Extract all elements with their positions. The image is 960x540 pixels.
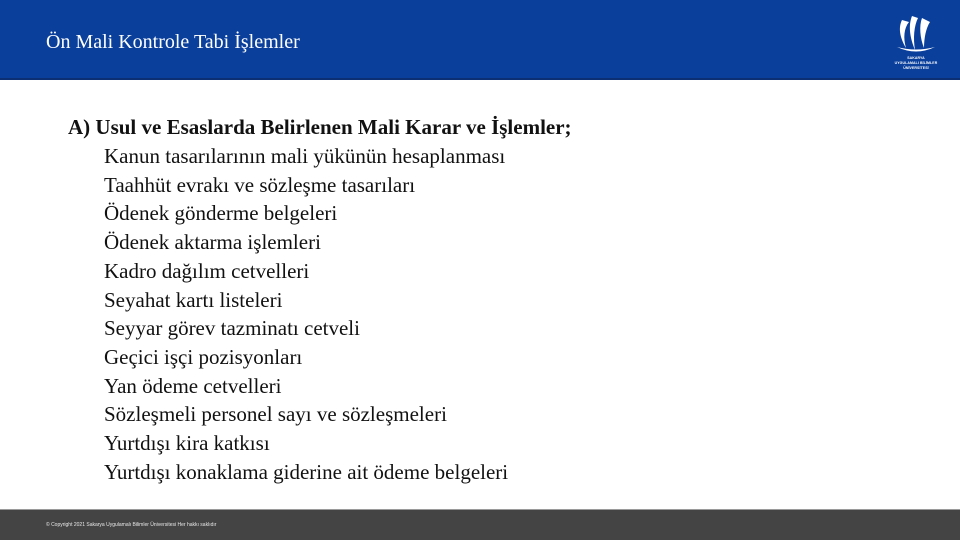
- list-item: Taahhüt evrakı ve sözleşme tasarıları: [104, 172, 416, 197]
- list-item: Geçici işçi pozisyonları: [104, 344, 303, 369]
- list-item: Yurtdışı konaklama giderine ait ödeme belgeleri: [104, 459, 509, 484]
- list-item: Seyyar görev tazminatı cetveli: [104, 316, 360, 341]
- item-list: [68, 142, 572, 486]
- slide-content: [68, 112, 572, 486]
- copyright-text: © Copyright 2021 Sakarya Uygulamalı Bilimler Üniversitesi Her hakkı saklıdır: [46, 522, 217, 528]
- list-item: Kadro dağılım cetvelleri: [104, 258, 310, 283]
- list-item: Yan ödeme cetvelleri: [104, 373, 282, 398]
- list-item: Kanun tasarılarının mali yükünün hesaplanması: [104, 144, 506, 168]
- logo-text-line-2: UYGULAMALI BİLİMLER: [894, 61, 938, 65]
- slide-header: [0, 0, 960, 80]
- list-item: Yurtdışı kira katkısı: [104, 431, 270, 456]
- slide-footer: [0, 509, 960, 540]
- logo-text-line-1: SAKARYA: [907, 56, 925, 60]
- list-item: Sözleşmeli personel sayı ve sözleşmeleri: [104, 402, 447, 427]
- university-logo-icon: [888, 14, 944, 54]
- list-item: Ödenek aktarma işlemleri: [104, 230, 321, 255]
- section-heading: A) Usul ve Esaslarda Belirlenen Mali Karar ve İşlemler;: [68, 115, 572, 139]
- list-item: Seyahat kartı listeleri: [104, 287, 283, 312]
- university-logo: [888, 14, 944, 74]
- logo-text-line-3: ÜNİVERSİTESİ: [903, 66, 929, 70]
- list-item: Ödenek gönderme belgeleri: [104, 201, 338, 226]
- slide-title: Ön Mali Kontrole Tabi İşlemler: [46, 31, 300, 53]
